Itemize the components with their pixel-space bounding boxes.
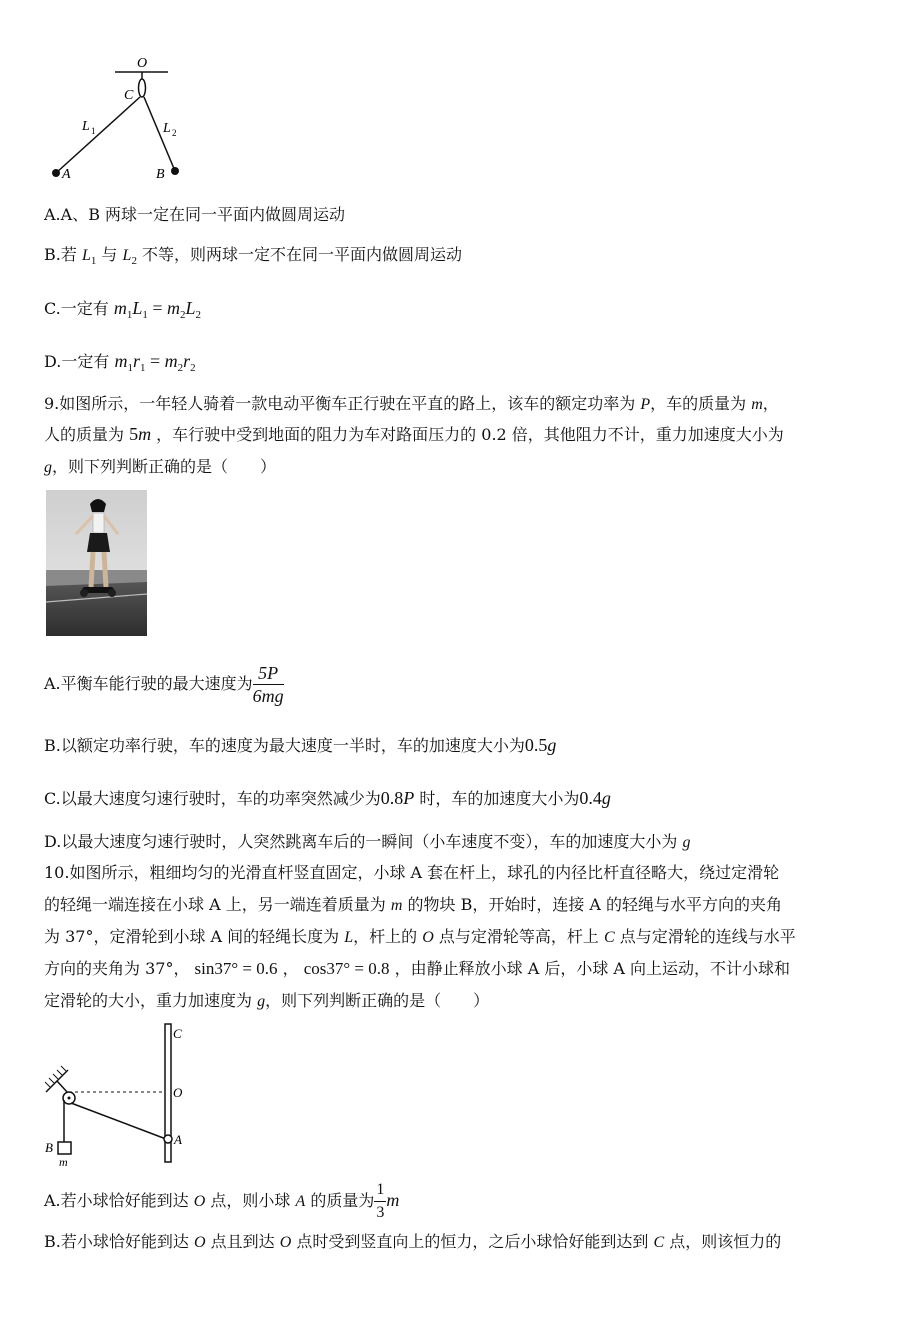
- q9-option-c: C.以最大速度匀速行驶时，车的功率突然减少为0.8P 时，车的加速度大小为0.4g: [44, 788, 611, 808]
- pendulum-figure: [40, 50, 220, 190]
- balance-car-photo: [46, 490, 147, 636]
- q9-stem-line-2: 人的质量为 5m ，车行驶中受到地面的阻力为车对路面压力的 0.2 倍，其他阻力不计，重力加速度大小为: [44, 424, 784, 444]
- q8-option-b: B.若 $L_1$ 与 $L_2$ 不等，则两球一定不在同一平面内做圆周运动: [44, 245, 463, 267]
- q10-stem-line-5: 定滑轮的大小，重力加速度为 g，则下列判断正确的是（ ）: [44, 991, 490, 1010]
- label-a: A: [62, 167, 71, 182]
- q8-option-c: C.一定有 $m_1L_1 = m_2L_2$: [44, 298, 202, 321]
- q8-option-d: D.一定有 $m_1r_1 = m_2r_2$: [44, 351, 196, 374]
- label-o: O: [173, 1085, 183, 1100]
- q9-option-b: B.以额定功率行驶，车的速度为最大速度一半时，车的加速度大小为0.5g: [44, 735, 557, 755]
- q10-stem-line-2: 的轻绳一端连接在小球 A 上，另一端连着质量为 m 的物块 B，开始时，连接 A 的轻绳与水平方向的夹角: [44, 895, 783, 914]
- label-l1: L: [82, 119, 90, 134]
- label-l2-sub: 2: [172, 128, 177, 138]
- label-l1-sub: 1: [91, 126, 96, 136]
- q9-stem-line-1: 9.如图所示，一年轻人骑着一款电动平衡车正行驶在平直的路上，该车的额定功率为 P，车的质量为 m，: [44, 394, 779, 413]
- q10-stem-line-4: 方向的夹角为 37°， sin37° = 0.6 ， cos37° = 0.8 ，由静止释放小球 A 后，小球 A 向上运动，不计小球和: [44, 959, 791, 978]
- label-o: O: [137, 56, 148, 71]
- label-b: B: [156, 167, 165, 182]
- label-b: B: [45, 1140, 53, 1155]
- q10-stem-line-1: 10.如图所示，粗细均匀的光滑直杆竖直固定，小球 A 套在杆上，球孔的内径比杆直径略大，绕过定滑轮: [44, 863, 780, 882]
- q10-option-a: A.若小球恰好能到达 O 点，则小球 A 的质量为 $\frac{1}{3}$ m: [44, 1181, 400, 1221]
- label-a: A: [174, 1132, 182, 1147]
- q10-stem-line-3: 为 37°，定滑轮到小球 A 间的轻绳长度为 L，杆上的 O 点与定滑轮等高，杆上 C 点与定滑轮的连线与水平: [44, 927, 796, 946]
- label-l2: L: [163, 121, 171, 136]
- label-m: m: [59, 1155, 68, 1168]
- q8-option-a: A.A、B 两球一定在同一平面内做圆周运动: [44, 205, 346, 224]
- q9-stem-line-3: g，则下列判断正确的是（ ）: [44, 457, 277, 476]
- q9-option-a: A.平衡车能行驶的最大速度为 $\frac{5P}{6mg}$: [44, 663, 284, 706]
- pulley-rod-figure: [40, 1018, 200, 1168]
- q9-option-d: D.以最大速度匀速行驶时，人突然跳离车后的一瞬间（小车速度不变），车的加速度大小为 g: [44, 832, 691, 851]
- q10-option-b: B.若小球恰好能到达 O 点且到达 O 点时受到竖直向上的恒力，之后小球恰好能到达到 C 点，则该恒力的: [44, 1232, 782, 1251]
- label-c: C: [124, 88, 134, 103]
- label-c: C: [173, 1026, 182, 1041]
